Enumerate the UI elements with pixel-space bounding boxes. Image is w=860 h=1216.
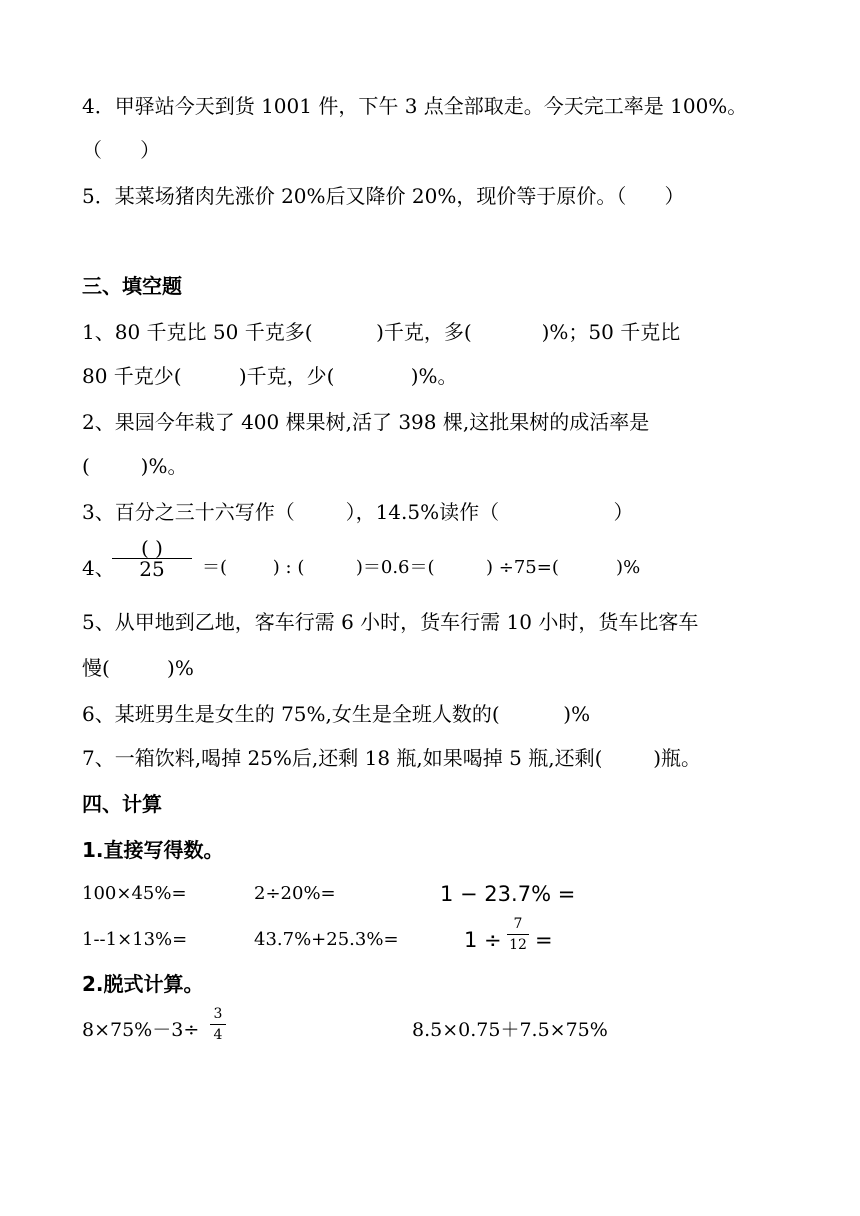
fill-q3: 3、百分之三十六写作（ ），14.5%读作（ ）: [82, 500, 634, 524]
fill-q7: 7、一箱饮料,喝掉 25%后,还剩 18 瓶,如果喝掉 5 瓶,还剩( )瓶。: [82, 746, 702, 770]
calc-r2c3-numerator: 7: [513, 916, 523, 932]
calc-sub2: 2.脱式计算。: [82, 972, 204, 996]
judge-q4: 4．甲驿站今天到货 1001 件，下午 3 点全部取走。今天完工率是 100%。: [82, 94, 748, 118]
fill-q1-line1: 1、80 千克比 50 千克多( )千克，多( )%；50 千克比: [82, 320, 681, 344]
calc-sub1: 1.直接写得数。: [82, 838, 224, 862]
calc-e1-numerator: 3: [213, 1006, 223, 1022]
fill-heading: 三、填空题: [82, 274, 182, 298]
fill-q4-numerator: ( ): [141, 536, 163, 560]
fill-q2-line1: 2、果园今年栽了 400 棵果树,活了 398 棵,这批果树的成活率是: [82, 410, 650, 434]
calc-e1-denominator: 4: [213, 1027, 223, 1043]
judge-q4-answer-paren: （ ）: [82, 138, 161, 162]
judge-q5: 5．某菜场猪肉先涨价 20%后又降价 20%，现价等于原价。（ ）: [82, 184, 685, 208]
fill-q5-line1: 5、从甲地到乙地，客车行需 6 小时，货车行需 10 小时，货车比客车: [82, 610, 699, 634]
calc-r2c3-prefix: 1 ÷: [464, 928, 502, 952]
fill-q2-line2: ( )%。: [82, 454, 188, 478]
fraction-bar: [507, 934, 529, 935]
calc-r2c3-fraction: [507, 916, 529, 953]
calc-r2c3-denominator: 12: [509, 937, 527, 953]
fill-q1-line2: 80 千克少( )千克，少( )%。: [82, 364, 458, 388]
calc-r2c1: 1--1×13%=: [82, 929, 188, 950]
fill-q5-line2: 慢( )%: [82, 656, 194, 680]
calc-r1c3: 1 − 23.7% =: [440, 882, 576, 906]
calc-e2: 8.5×0.75＋7.5×75%: [412, 1019, 608, 1041]
calc-r1c2: 2÷20%=: [254, 883, 336, 904]
calc-heading: 四、计算: [82, 792, 162, 816]
calc-r2c3-suffix: =: [535, 928, 553, 952]
fill-q4-fraction: [112, 536, 192, 581]
calc-e1-prefix: 8×75%－3÷: [82, 1019, 200, 1041]
calc-r1c1: 100×45%=: [82, 883, 187, 904]
calc-r2c2: 43.7%+25.3%=: [254, 929, 399, 950]
fill-q4-denominator: 25: [139, 557, 165, 581]
fraction-bar: [210, 1024, 226, 1025]
fill-q4-rest: ＝( ) : ( )＝0.6＝( ) ÷75=( )%: [202, 557, 641, 578]
fill-q6: 6、某班男生是女生的 75%,女生是全班人数的( )%: [82, 702, 591, 726]
calc-e1-fraction: [210, 1006, 226, 1043]
fill-q4-prefix: 4、: [82, 556, 115, 580]
